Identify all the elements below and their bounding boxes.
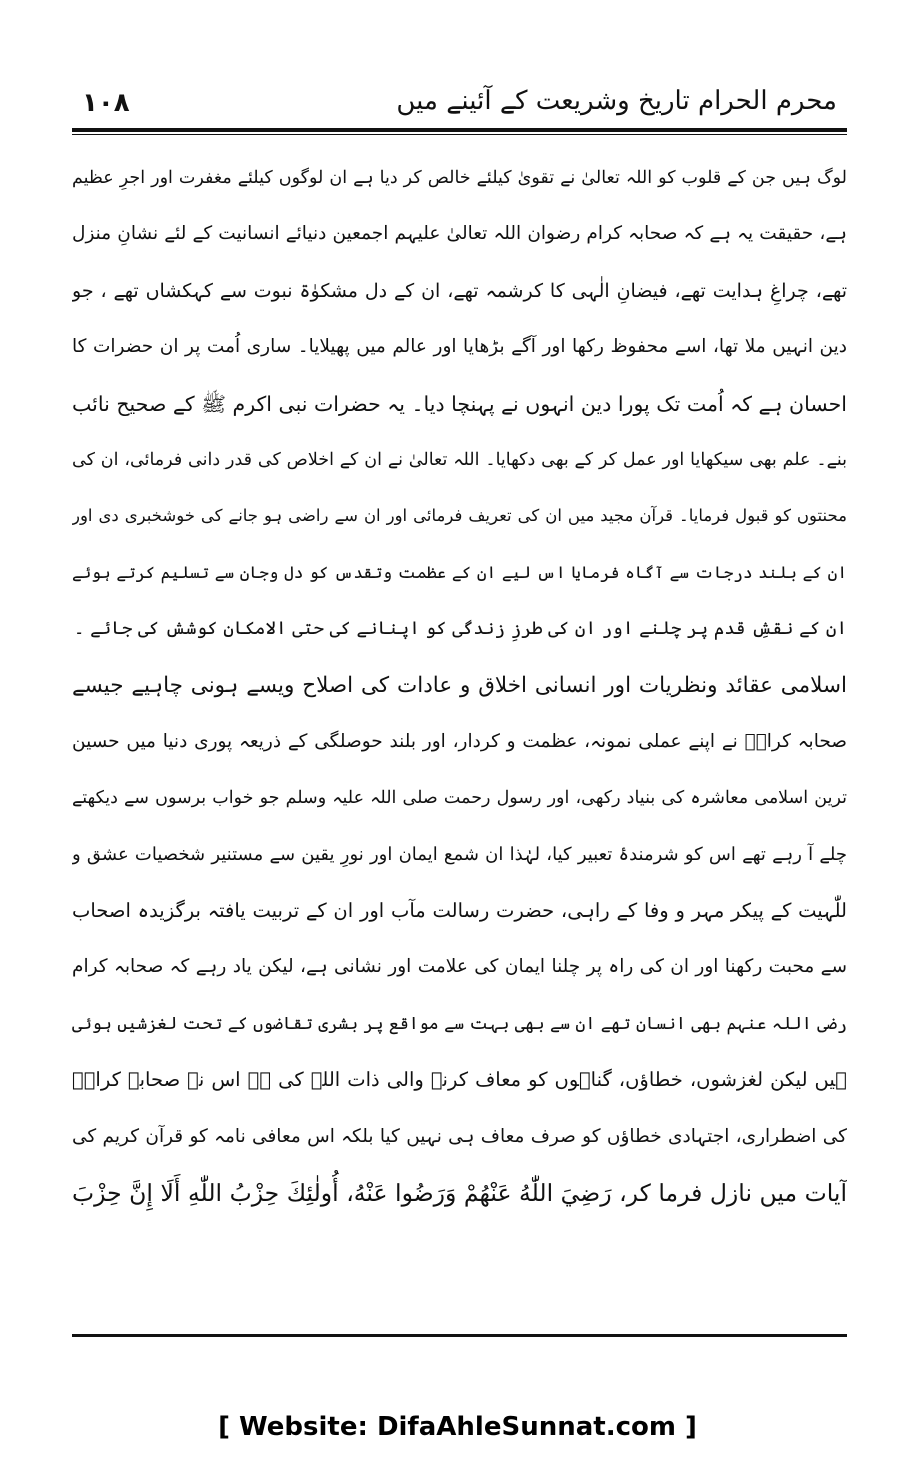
running-title: محرم الحرام تاریخ وشریعت کے آئینے میں xyxy=(396,86,837,116)
text-line: ہے، حقیقت یہ ہے کہ صحابہ کرام رضوان اللہ تعالیٰ علیہم اجمعین دنیائے انسانیت کے لئے نشانِ منزل xyxy=(72,223,847,245)
text-line: کی اضطراری، اجتہادی خطاؤں کو صرف معاف ہی نہیں کیا بلکہ اس معافی نامہ کو قرآن کریم کی xyxy=(72,1125,847,1147)
page-number: ١٠٨ xyxy=(82,88,130,118)
text-line: دین انہیں ملا تھا، اسے محفوظ رکھا اور آگے بڑھایا اور عالم میں پھیلایا۔ ساری اُمت پر ان حضرات کا xyxy=(72,336,847,358)
text-line: ان کے نقشِ قدم پر چلنے اور ان کی طرزِ زندگی کو اپنانے کی حتی الامکان کوشش کی جائے ۔ xyxy=(73,618,847,640)
page-header xyxy=(72,80,847,124)
header-rule-thin xyxy=(72,134,847,135)
text-line: چلے آ رہے تھے اس کو شرمندۂ تعبیر کیا، لہٰذا ان شمع ایمان اور نورِ یقین سے مستنیر شخصیات عشق و xyxy=(72,843,847,865)
text-line: ہیں لیکن لغزشوں، خطاؤں، گناہوں کو معاف کرنے والی ذات اللہ کی ہے اس نے صحابہ کرامؓ xyxy=(72,1068,847,1092)
text-line: رضی اللہ عنہم بھی انسان تھے ان سے بھی بہت سے مواقع پر بشری تقاضوں کے تحت لغزشیں ہوئی xyxy=(72,1013,847,1034)
text-line: للّٰہیت کے پیکر مہر و وفا کے راہی، حضرت رسالت مآب اور ان کے تربیت یافتہ برگزیدہ اصحاب xyxy=(72,899,847,923)
footer-rule xyxy=(72,1334,847,1337)
text-line: محنتوں کو قبول فرمایا۔ قرآن مجید میں ان کی تعریف فرمائی اور ان سے راضی ہو جانے کی خوشخبری دی اور xyxy=(72,506,847,526)
text-line: ان کے بلند درجات سے آگاہ فرمایا اس لیے ان کے عظمت وتقدس کو دل وجان سے تسلیم کرتے ہوئے xyxy=(72,562,847,582)
text-line: بنے۔ علم بھی سیکھایا اور عمل کر کے بھی دکھایا۔ اللہ تعالیٰ نے ان کے اخلاص کی قدر دانی فرمائی، ان کی xyxy=(72,449,847,470)
text-line: اسلامی عقائد ونظریات اور انسانی اخلاق و عادات کی اصلاح ویسے ہونی چاہیے جیسے xyxy=(72,672,847,698)
website-footer: [ Website: DifaAhleSunnat.com ] xyxy=(218,1412,697,1442)
header-rule xyxy=(72,128,847,132)
text-line: احسان ہے کہ اُمت تک پورا دین انہوں نے پہنچا دیا۔ یہ حضرات نبی اکرم ﷺ کے صحیح نائب xyxy=(72,391,847,416)
body-text xyxy=(72,150,847,1221)
text-line: ترین اسلامی معاشرہ کی بنیاد رکھی، اور رسول رحمت صلی اللہ علیہ وسلم جو خواب برسوں سے دیکھتے xyxy=(72,788,847,809)
text-line: لوگ ہیں جن کے قلوب کو اللہ تعالیٰ نے تقویٰ کیلئے خالص کر دیا ہے ان لوگوں کیلئے مغفرت اور اجرِ عظیم xyxy=(72,168,847,188)
text-line: سے محبت رکھنا اور ان کی راہ پر چلنا ایمان کی علامت اور نشانی ہے، لیکن یاد رہے کہ صحابہ کرام xyxy=(72,956,847,978)
text-line: صحابہ کرامؓ نے اپنے عملی نمونہ، عظمت و کردار، اور بلند حوصلگی کے ذریعہ پوری دنیا میں حسین xyxy=(72,730,847,752)
text-line: تھے، چراغِ ہدایت تھے، فیضانِ الٰہی کا کرشمہ تھے، ان کے دل مشکوٰۃ نبوت سے کہکشاں تھے ، جو xyxy=(72,279,847,302)
text-line: آیات میں نازل فرما کر، رَضِيَ اللّٰهُ عَنْهُمْ وَرَضُوا عَنْهُ، أُولٰئِكَ حِزْبُ اللّٰهِ أَلَا إِنَّ حِزْبَ xyxy=(72,1179,847,1208)
